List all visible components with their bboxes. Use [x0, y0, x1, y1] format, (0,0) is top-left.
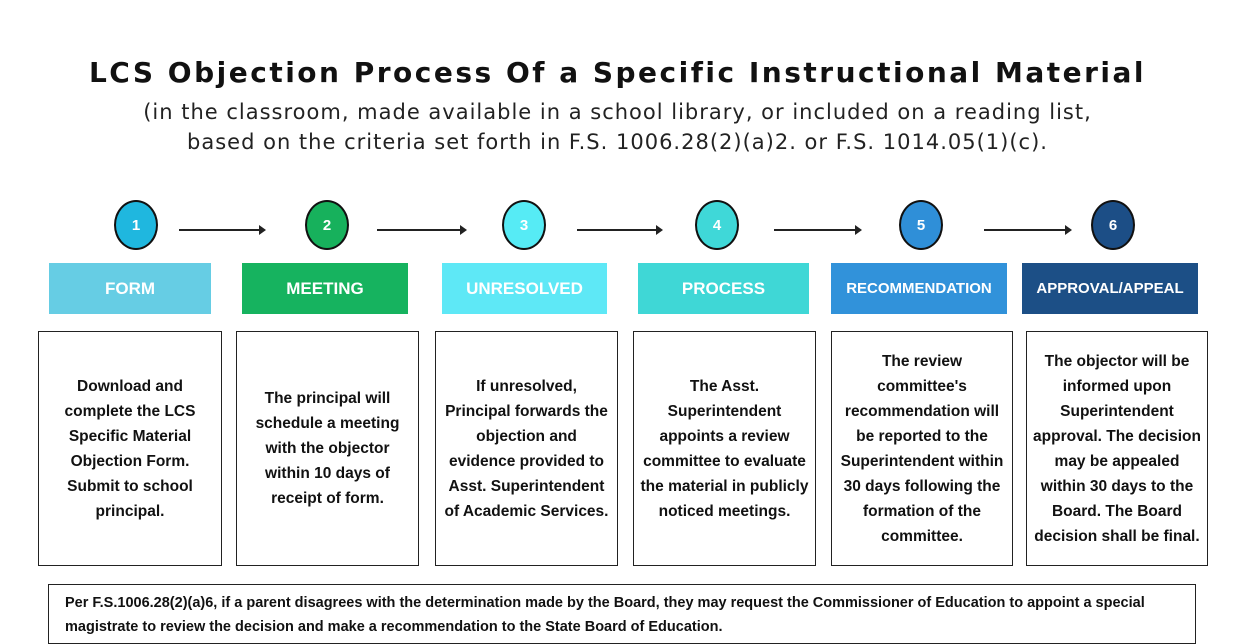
arrow-5-to-6: [984, 229, 1070, 231]
step-1-number-circle: [114, 200, 158, 250]
step-6-number: 6: [1108, 216, 1118, 234]
arrow-1-to-2: [179, 229, 264, 231]
step-5-number-circle: [899, 200, 943, 250]
step-4-number: 4: [712, 216, 722, 234]
step-5-description: The review committee's recommendation will be reported to the Superintendent within 30 days following the formation of the committee.: [831, 331, 1013, 566]
step-5-label: RECOMMENDATION: [831, 263, 1007, 314]
step-3-number: 3: [519, 216, 529, 234]
step-6-description: The objector will be informed upon Superintendent approval. The decision may be appealed within 30 days to the Board. The Board decision shall be final.: [1026, 331, 1208, 566]
step-3-description: If unresolved, Principal forwards the objection and evidence provided to Asst. Superintendent of Academic Services.: [435, 331, 618, 566]
step-6-label: APPROVAL/APPEAL: [1022, 263, 1198, 314]
step-2-description: The principal will schedule a meeting with the objector within 10 days of receipt of form.: [236, 331, 419, 566]
footer-note: Per F.S.1006.28(2)(a)6, if a parent disagrees with the determination made by the Board, they may request the Commissioner of Education to appoint a special magistrate to review the decision and make a recommendation to the State Board of Education.: [48, 584, 1196, 644]
step-6-number-circle: [1091, 200, 1135, 250]
subtitle-line-2: based on the criteria set forth in F.S. 1006.28(2)(a)2. or F.S. 1014.05(1)(c).: [187, 130, 1048, 154]
step-5-number: 5: [916, 216, 926, 234]
step-1-description: Download and complete the LCS Specific Material Objection Form. Submit to school principal.: [38, 331, 222, 566]
step-1-label: FORM: [49, 263, 211, 314]
step-4-description: The Asst. Superintendent appoints a review committee to evaluate the material in publicly noticed meetings.: [633, 331, 816, 566]
step-3-number-circle: [502, 200, 546, 250]
step-1-number: 1: [131, 216, 141, 234]
arrow-4-to-5: [774, 229, 860, 231]
step-3-label: UNRESOLVED: [442, 263, 607, 314]
step-2-label: MEETING: [242, 263, 408, 314]
arrow-2-to-3: [377, 229, 465, 231]
step-2-number: 2: [322, 216, 332, 234]
subtitle-line-1: (in the classroom, made available in a school library, or included on a reading list,: [143, 100, 1092, 124]
step-2-number-circle: [305, 200, 349, 250]
page-title: LCS Objection Process Of a Specific Instructional Material: [88, 56, 1147, 89]
step-4-label: PROCESS: [638, 263, 809, 314]
step-4-number-circle: [695, 200, 739, 250]
arrow-3-to-4: [577, 229, 661, 231]
